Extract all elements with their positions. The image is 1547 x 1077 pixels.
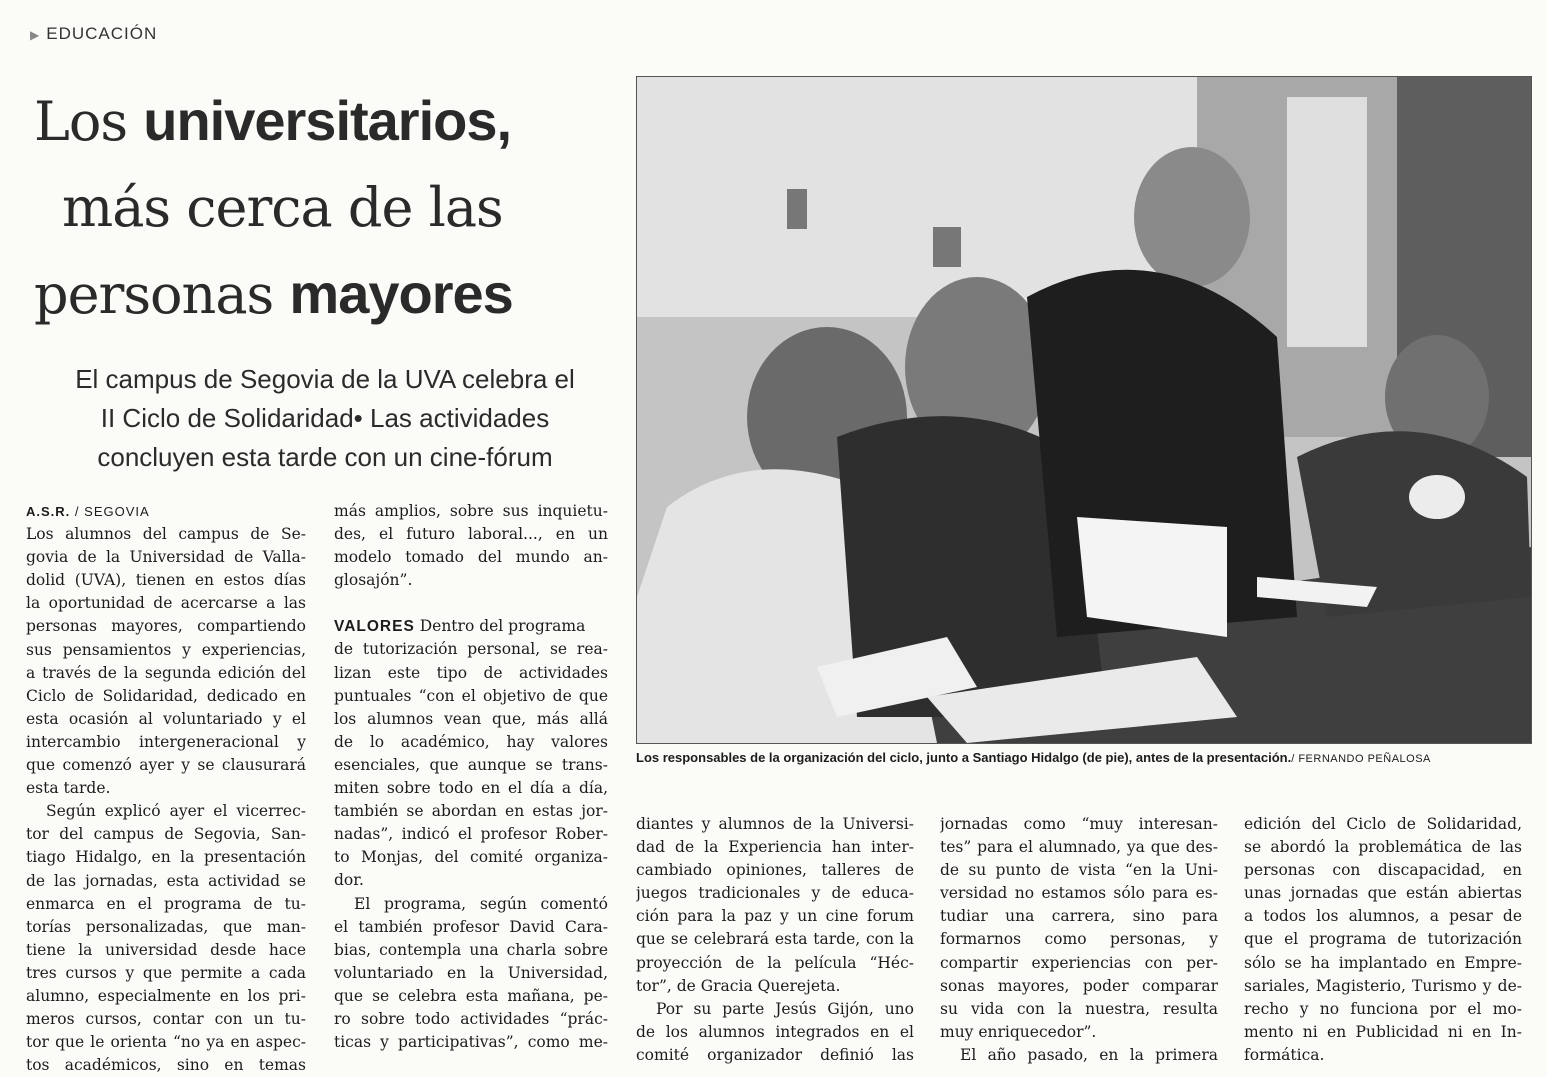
column-1	[26, 500, 306, 1077]
text-line: sus pensamientos y experiencias,	[26, 640, 306, 659]
text-line: de tutorización personal, se rea-	[334, 640, 608, 659]
text-line: puntuales “con el objetivo de que	[334, 686, 608, 705]
text-line: esta ocasión al voluntariado y el	[26, 709, 306, 728]
text-line: meros cursos, contar con un tu-	[26, 1010, 306, 1029]
text-line: des, el futuro laboral..., en un	[334, 525, 608, 544]
headline-line-3	[34, 251, 614, 338]
text-line: enmarca en el programa de tu-	[26, 894, 306, 913]
text-fragment: Dentro del programa	[419, 617, 586, 636]
section-arrow-icon: ▶	[30, 28, 41, 42]
text-line: esta tarde.	[26, 779, 111, 798]
text-line: recho y no funciona por el mo-	[1244, 999, 1522, 1018]
text-line: mento ni en Publicidad ni en In-	[1244, 1022, 1522, 1041]
text-line: torías personalizadas, que man-	[26, 917, 306, 936]
text-line: más amplios, sobre sus inquietu-	[334, 502, 608, 520]
text-line: la oportunidad de acercarse a las	[26, 594, 306, 613]
text-line: govia de la Universidad de Valla-	[26, 548, 306, 567]
text-line: comité organizador definió las	[636, 1045, 914, 1064]
text-line: que el programa de tutorización	[1244, 930, 1522, 949]
text-line: tres cursos y que permite a cada	[26, 963, 306, 982]
text-line: Según explicó ayer el vicerrec-	[46, 802, 306, 821]
text-line: de las jornadas, esta actividad se	[26, 871, 306, 890]
photo-caption	[636, 750, 1530, 765]
text-line: de su punto de vista “en la Uni-	[940, 861, 1218, 880]
text-line: ro sobre todo actividades “prác-	[334, 1009, 608, 1028]
text-line: su vida con la nuestra, resulta	[940, 999, 1218, 1018]
text-line: ción para la paz y un cine forum	[636, 907, 914, 926]
text-line: intercambio intergeneracional y	[26, 732, 306, 751]
text-line: tiago Hidalgo, en la presentación	[26, 848, 306, 867]
text-line: personas con discapacidad, en	[1244, 861, 1522, 880]
text-line: sólo se ha implantado en Empre-	[1244, 953, 1522, 972]
text-line: El programa, según comentó	[354, 894, 608, 913]
headline-line-2: más cerca de las	[62, 176, 503, 239]
text-line: el también profesor David Cara-	[334, 917, 608, 936]
text-line: Ciclo de Solidaridad, dedicado en	[26, 686, 306, 705]
text-line: Los alumnos del campus de Se-	[26, 525, 306, 544]
headline	[34, 78, 614, 338]
text-line: compartir experiencias con per-	[940, 953, 1218, 972]
headline-line-3-pre: personas	[34, 263, 290, 326]
column-4	[940, 813, 1218, 1067]
photo-credit: / FERNANDO PEÑALOSA	[1291, 753, 1431, 765]
text-line: sonas mayores, poder comparar	[940, 976, 1218, 995]
text-line: voluntariado en la Universidad,	[334, 963, 608, 982]
text-line: formarnos como personas, y	[940, 930, 1218, 949]
byline	[26, 500, 306, 523]
column-2	[334, 500, 608, 1054]
news-photo	[636, 76, 1532, 744]
subhead-line: concluyen esta tarde con un cine-fórum	[97, 442, 553, 472]
column-5	[1244, 813, 1522, 1067]
headline-line-1	[34, 78, 614, 165]
subhead-line: El campus de Segovia de la UVA celebra el	[75, 364, 575, 394]
text-line: El año pasado, en la primera	[960, 1045, 1218, 1064]
text-line: también se abordan en estas jor-	[334, 802, 608, 821]
text-line: nadas”, indicó el profesor Rober-	[334, 825, 608, 844]
text-line: dad de la Experiencia han inter-	[636, 838, 914, 857]
text-line: lizan este tipo de actividades	[334, 663, 608, 682]
byline-author: A.S.R.	[26, 504, 71, 519]
text-line: edición del Ciclo de Solidaridad,	[1244, 815, 1522, 833]
text-line: tos académicos, sino en temas	[26, 1056, 306, 1075]
text-line: de los alumnos integrados en el	[636, 1022, 914, 1041]
text-line: que se celebra esta mañana, pe-	[334, 986, 608, 1005]
text-line: miten sobre todo en el día a día,	[334, 779, 608, 798]
text-line: tor”, de Gracia Querejeta.	[636, 976, 841, 995]
section-text: EDUCACIÓN	[46, 24, 158, 43]
text-line: cambiado opiniones, talleres de	[636, 861, 914, 880]
text-line: diantes y alumnos de la Universi-	[636, 815, 914, 833]
text-line: unas jornadas que están abiertas	[1244, 884, 1522, 903]
text-line: formática.	[1244, 1045, 1325, 1064]
text-line: ticas y participativas”, como me-	[334, 1033, 608, 1052]
column-3	[636, 813, 914, 1067]
text-line: versidad no estamos sólo para es-	[940, 884, 1218, 903]
text-line: muy enriquecedor”.	[940, 1022, 1097, 1041]
text-line	[334, 615, 608, 638]
text-line: jornadas como “muy interesan-	[940, 815, 1218, 833]
text-line: a todos los alumnos, a pesar de	[1244, 907, 1522, 926]
text-line: que comenzó ayer y se clausurará	[26, 756, 306, 775]
headline-line-1-pre: Los	[34, 90, 144, 153]
headline-line-3-bold: mayores	[289, 262, 513, 325]
subheadline	[30, 360, 620, 477]
text-line: tudiar una carrera, sino para	[940, 907, 1218, 926]
text-line: tiene la universidad desde hace	[26, 940, 306, 959]
text-line: a través de la segunda edición del	[26, 663, 306, 682]
section-label	[30, 24, 157, 44]
text-line: de lo académico, hay valores	[334, 732, 608, 751]
text-line: glosajón”.	[334, 571, 413, 590]
text-line: tor del campus de Segovia, San-	[26, 825, 306, 844]
byline-location: / SEGOVIA	[74, 504, 150, 519]
text-line: alumno, especialmente en los pri-	[26, 986, 306, 1005]
photo-illustration	[637, 77, 1531, 743]
text-line: los alumnos vean que, más allá	[334, 709, 608, 728]
text-line: dolid (UVA), tienen en estos días	[26, 571, 306, 590]
text-line: sariales, Magisterio, Turismo y de-	[1244, 976, 1522, 995]
text-line: dor.	[334, 871, 364, 890]
text-line: tes” para el alumnado, ya que des-	[940, 838, 1218, 857]
text-line: se abordó la problemática de las	[1244, 838, 1522, 857]
text-line: juegos tradicionales y de educa-	[636, 884, 914, 903]
text-line: modelo tomado del mundo an-	[334, 548, 608, 567]
subhead-line: II Ciclo de Solidaridad• Las actividades	[100, 403, 550, 433]
text-line: proyección de la película “Héc-	[636, 953, 914, 972]
text-line: esenciales, que aunque se trans-	[334, 755, 608, 774]
text-line: Por su parte Jesús Gijón, uno	[656, 999, 914, 1018]
text-line: tor que le orienta “no ya en aspec-	[26, 1033, 306, 1052]
text-line: que se celebrará esta tarde, con la	[636, 930, 914, 949]
headline-line-1-bold: universitarios,	[143, 89, 512, 152]
kicker-valores: VALORES	[334, 618, 415, 636]
text-line: bias, contempla una charla sobre	[334, 940, 608, 959]
text-line: personas mayores, compartiendo	[26, 617, 306, 636]
text-line: to Monjas, del comité organiza-	[334, 848, 608, 867]
caption-text: Los responsables de la organización del ciclo, junto a Santiago Hidalgo (de pie), antes de la presentación.	[636, 750, 1292, 765]
